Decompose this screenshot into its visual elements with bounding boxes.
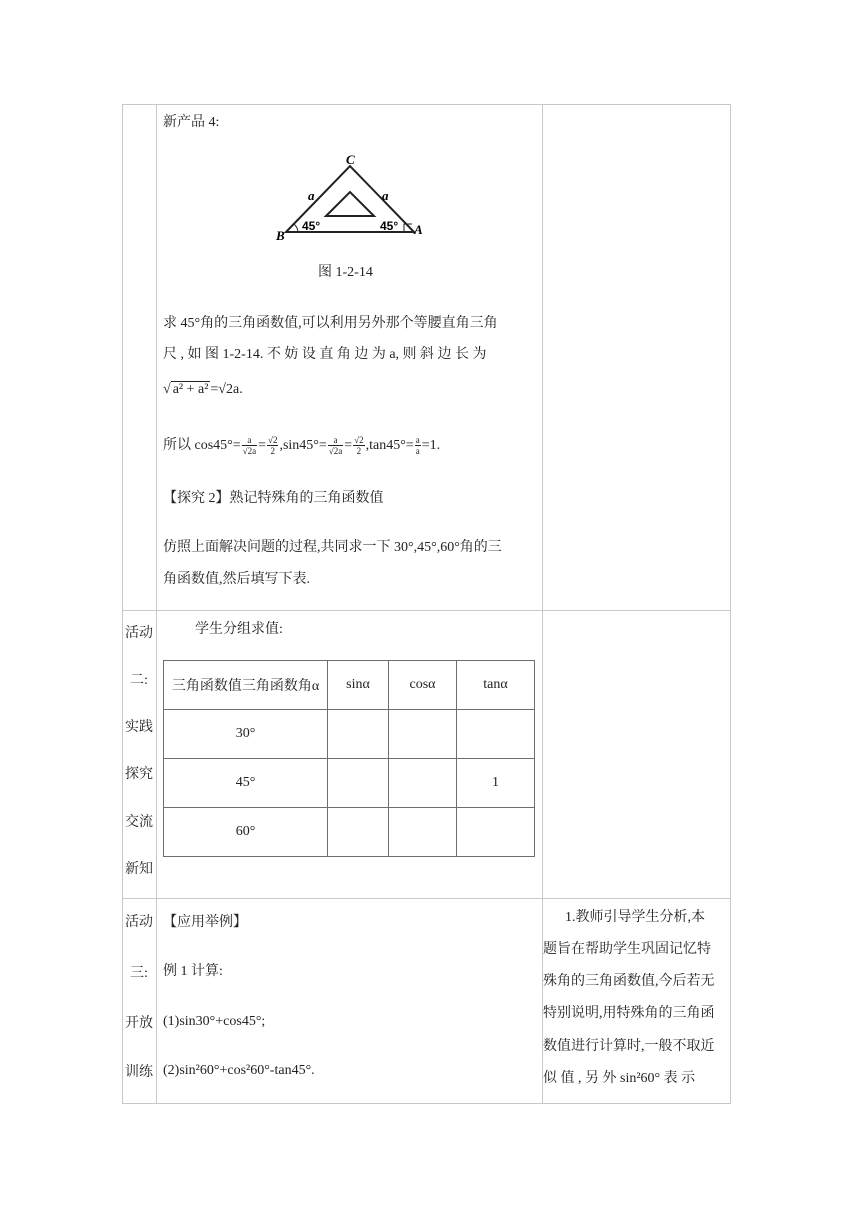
teacher-note-line: 1.教师引导学生分析,本 bbox=[565, 910, 705, 925]
angle-cell: 60° bbox=[164, 808, 328, 857]
row-divider-2 bbox=[122, 898, 731, 899]
table-row bbox=[164, 759, 535, 808]
activity-label: 活动 bbox=[125, 626, 153, 641]
vertex-a-label: A bbox=[414, 222, 423, 237]
activity-label: 二: bbox=[130, 673, 148, 688]
fraction-denominator: √2a bbox=[328, 446, 343, 457]
teacher-note-line: 数值进行计算时,一般不取近 bbox=[543, 1039, 715, 1054]
trig-values-table bbox=[163, 660, 535, 857]
explore-title: 【探究 2】熟记特殊角的三角函数值 bbox=[163, 491, 384, 506]
tan-label: ,tan45°= bbox=[365, 438, 414, 453]
equals: = bbox=[344, 438, 353, 453]
row-divider-1 bbox=[122, 610, 731, 611]
activity-label: 活动 bbox=[125, 915, 153, 930]
table-border-col1 bbox=[156, 104, 157, 1104]
example-label: 例 1 计算: bbox=[163, 964, 223, 979]
teacher-note-line: 殊角的三角函数值,今后若无 bbox=[543, 974, 715, 989]
fraction-denominator: a bbox=[415, 446, 420, 457]
paragraph-line: 尺 , 如 图 1-2-14. 不 妨 设 直 角 边 为 a, 则 斜 边 长 为 bbox=[163, 347, 487, 362]
paragraph-line: 求 45°角的三角函数值,可以利用另外那个等腰直角三角 bbox=[163, 316, 498, 331]
activity-label: 交流 bbox=[125, 815, 153, 830]
group-intro: 学生分组求值: bbox=[195, 622, 283, 637]
trig-values-formula bbox=[163, 433, 440, 459]
side-left-label: a bbox=[308, 188, 315, 203]
angle-cell: 45° bbox=[164, 759, 328, 808]
value-cell[interactable] bbox=[389, 759, 457, 808]
fraction bbox=[415, 435, 421, 456]
fraction bbox=[353, 435, 364, 456]
angle-left-label: 45° bbox=[302, 219, 321, 233]
table-border-top bbox=[122, 104, 731, 105]
header-cell: cosα bbox=[389, 661, 457, 710]
triangle-figure bbox=[272, 152, 452, 242]
fraction-numerator: a bbox=[328, 435, 343, 446]
exercise-item: (2)sin²60°+cos²60°-tan45°. bbox=[163, 1063, 315, 1078]
activity-label: 训练 bbox=[125, 1065, 153, 1080]
header-cell: tanα bbox=[457, 661, 535, 710]
sqrt-expression: a² + a² bbox=[172, 382, 209, 397]
application-title: 【应用举例】 bbox=[163, 915, 247, 930]
teacher-note-line: 特别说明,用特殊角的三角函 bbox=[543, 1006, 715, 1021]
header-cell: 三角函数值三角函数角α bbox=[164, 661, 328, 710]
table-row bbox=[164, 710, 535, 759]
sqrt-sign: √ bbox=[163, 382, 171, 397]
value-cell[interactable]: 1 bbox=[457, 759, 535, 808]
table-border-right bbox=[730, 104, 731, 1104]
value-cell[interactable] bbox=[389, 710, 457, 759]
table-border-left bbox=[122, 104, 123, 1104]
value-cell[interactable] bbox=[328, 759, 389, 808]
value-cell[interactable] bbox=[457, 710, 535, 759]
angle-cell: 30° bbox=[164, 710, 328, 759]
fraction-numerator: a bbox=[242, 435, 257, 446]
equals: = bbox=[258, 438, 266, 453]
cos-prefix: 所以 cos45°= bbox=[163, 438, 241, 453]
fraction-denominator: 2 bbox=[356, 446, 362, 457]
table-border-bottom bbox=[122, 1103, 731, 1104]
angle-right-label: 45° bbox=[380, 219, 399, 233]
activity-label: 开放 bbox=[125, 1016, 153, 1031]
exercise-item: (1)sin30°+cos45°; bbox=[163, 1014, 266, 1029]
paragraph-line: 角函数值,然后填写下表. bbox=[163, 572, 310, 587]
value-cell[interactable] bbox=[328, 710, 389, 759]
activity-label: 三: bbox=[130, 966, 148, 981]
teacher-note-line: 题旨在帮助学生巩固记忆特 bbox=[543, 942, 711, 957]
side-right-label: a bbox=[382, 188, 389, 203]
fraction-denominator: 2 bbox=[270, 446, 275, 457]
fraction-numerator: √2 bbox=[354, 435, 364, 446]
fraction-numerator: √2 bbox=[268, 435, 278, 446]
header-cell: sinα bbox=[328, 661, 389, 710]
activity-label: 实践 bbox=[125, 720, 153, 735]
fraction bbox=[267, 435, 278, 456]
hypotenuse-formula bbox=[163, 380, 243, 400]
paragraph-line: 仿照上面解决问题的过程,共同求一下 30°,45°,60°角的三 bbox=[163, 540, 502, 555]
fraction-denominator: √2a bbox=[242, 446, 257, 457]
formula-rhs: =√2a. bbox=[210, 382, 243, 397]
activity-label: 新知 bbox=[125, 862, 153, 877]
vertex-b-label: B bbox=[276, 228, 285, 242]
activity-label: 探究 bbox=[125, 767, 153, 782]
fraction bbox=[328, 435, 343, 456]
teacher-note-line: 似 值 , 另 外 sin²60° 表 示 bbox=[543, 1071, 696, 1086]
table-header-row bbox=[164, 661, 535, 710]
vertex-c-label: C bbox=[346, 152, 355, 167]
sin-label: ,sin45°= bbox=[279, 438, 327, 453]
figure-caption: 图 1-2-14 bbox=[318, 265, 373, 280]
value-cell[interactable] bbox=[389, 808, 457, 857]
table-row bbox=[164, 808, 535, 857]
tan-result: =1. bbox=[421, 438, 441, 453]
value-cell[interactable] bbox=[457, 808, 535, 857]
fraction-numerator: a bbox=[415, 435, 420, 446]
value-cell[interactable] bbox=[328, 808, 389, 857]
product-heading: 新产品 4: bbox=[163, 115, 220, 130]
fraction bbox=[242, 435, 257, 456]
